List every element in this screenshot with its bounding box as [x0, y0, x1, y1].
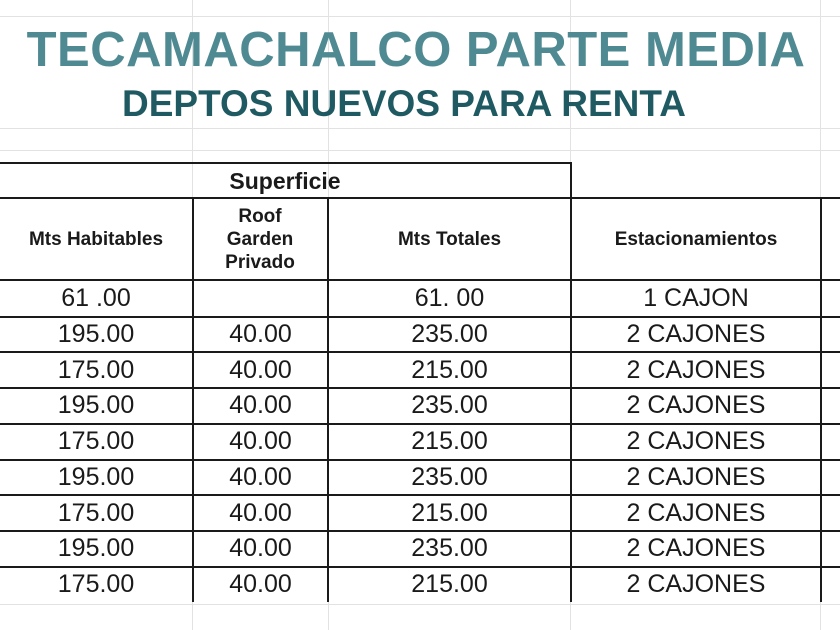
- table-cell: 2 CAJONES: [626, 320, 766, 349]
- table-cell: [194, 281, 327, 317]
- table-border: [820, 197, 822, 602]
- gridline: [0, 16, 840, 17]
- table-cell: 175.00: [57, 569, 135, 598]
- table-cell: 2 CAJONES: [626, 391, 766, 420]
- table-cell: 2 CAJONES: [626, 534, 766, 563]
- table-cell: 40.00: [229, 498, 292, 527]
- column-header-estacionamientos: Estacionamientos: [614, 228, 778, 250]
- table-cell: 215.00: [411, 498, 488, 527]
- table-cell: 235.00: [411, 534, 488, 563]
- page-subtitle: DEPTOS NUEVOS PARA RENTA: [122, 83, 686, 124]
- table-cell: 195.00: [57, 534, 135, 563]
- gridline: [0, 150, 840, 151]
- table-cell: 215.00: [411, 355, 488, 384]
- gridline: [0, 128, 840, 129]
- table-cell: 175.00: [57, 498, 135, 527]
- table-cell: 40.00: [229, 320, 292, 349]
- table-cell: 215.00: [411, 427, 488, 456]
- table-cell: 195.00: [57, 462, 135, 491]
- column-header-roof-garden: Roof Garden Privado: [225, 205, 295, 273]
- table-cell: 2 CAJONES: [626, 355, 766, 384]
- page-title: TECAMACHALCO PARTE MEDIA: [26, 23, 806, 77]
- column-header-mts-habitables: Mts Habitables: [28, 228, 164, 250]
- table-cell: 40.00: [229, 391, 292, 420]
- table-cell: 40.00: [229, 462, 292, 491]
- table-cell: 40.00: [229, 355, 292, 384]
- table-cell: 2 CAJONES: [626, 498, 766, 527]
- table-cell: 2 CAJONES: [626, 569, 766, 598]
- table-cell: 195.00: [57, 320, 135, 349]
- table-cell: 61 .00: [61, 284, 131, 313]
- table-cell: 40.00: [229, 534, 292, 563]
- table-cell: 40.00: [229, 569, 292, 598]
- table-cell: 215.00: [411, 569, 488, 598]
- table-cell: 2 CAJONES: [626, 427, 766, 456]
- table-cell: 1 CAJON: [643, 284, 749, 313]
- table-cell: 175.00: [57, 355, 135, 384]
- table-border: [570, 162, 572, 200]
- table-cell: 235.00: [411, 391, 488, 420]
- column-header-mts-totales: Mts Totales: [397, 228, 502, 250]
- table-cell: 175.00: [57, 427, 135, 456]
- table-cell: 2 CAJONES: [626, 462, 766, 491]
- gridline: [0, 604, 840, 605]
- table-cell: 235.00: [411, 320, 488, 349]
- table-cell: 195.00: [57, 391, 135, 420]
- table-cell: 235.00: [411, 462, 488, 491]
- superficie-header: Superficie: [229, 167, 341, 194]
- table-cell: 40.00: [229, 427, 292, 456]
- table-cell: 61. 00: [414, 284, 485, 313]
